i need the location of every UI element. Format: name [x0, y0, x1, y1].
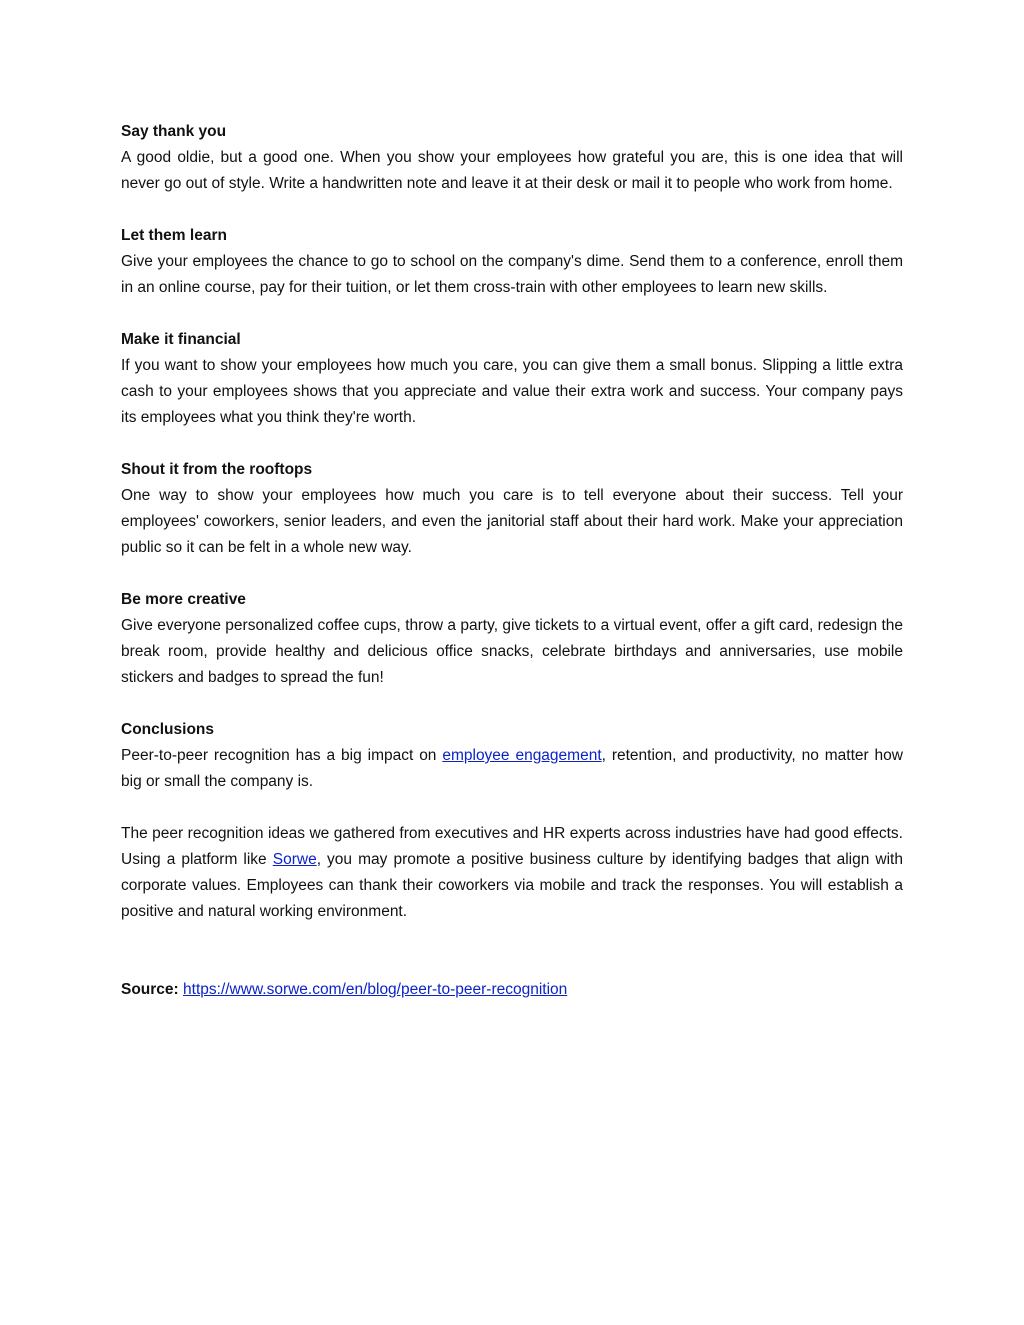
conclusions-text-before-link: Peer-to-peer recognition has a big impact on [121, 747, 443, 764]
source-line [121, 977, 903, 1003]
section-say-thank-you [121, 119, 903, 197]
employee-engagement-link[interactable]: employee engagement [442, 747, 602, 764]
section-body: Give everyone personalized coffee cups, throw a party, give tickets to a virtual event, offer a gift card, redesign the break room, provide healthy and delicious office snacks, celebrate birthdays and anniversaries, use mobile stickers and badges to spread the fun! [121, 617, 903, 686]
section-heading: Be more creative [121, 591, 246, 608]
section-let-them-learn [121, 223, 903, 301]
closing-text-before-link: The peer recognition ideas we gathered from executives and HR experts across industries have had good effects. Using a platform like [121, 825, 903, 868]
section-make-it-financial [121, 327, 903, 431]
section-body: If you want to show your employees how much you care, you can give them a small bonus. Slipping a little extra cash to your employees shows that you appreciate and value their extra work and success. Your company pays its employees what you think they're worth. [121, 357, 903, 426]
source-url-link[interactable]: https://www.sorwe.com/en/blog/peer-to-peer-recognition [183, 981, 568, 998]
section-body: Give your employees the chance to go to school on the company's dime. Send them to a conference, enroll them in an online course, pay for their tuition, or let them cross-train with other employees to learn new skills. [121, 253, 903, 296]
section-heading: Make it financial [121, 331, 241, 348]
sorwe-link[interactable]: Sorwe [272, 851, 317, 868]
closing-body [121, 821, 903, 925]
conclusions-heading: Conclusions [121, 721, 215, 738]
section-heading: Let them learn [121, 227, 227, 244]
section-body: One way to show your employees how much you care is to tell everyone about their success. Tell your employees' coworkers, senior leaders, and even the janitorial staff about their hard work. Make your appreciation public so it can be felt in a whole new way. [121, 487, 903, 556]
section-heading: Say thank you [121, 123, 227, 140]
section-body: A good oldie, but a good one. When you show your employees how grateful you are, this is one idea that will never go out of style. Write a handwritten note and leave it at their desk or mail it to people who work from home. [121, 149, 903, 192]
section-heading: Shout it from the rooftops [121, 461, 313, 478]
source-label: Source: [121, 981, 179, 998]
section-be-more-creative [121, 587, 903, 691]
closing-text-after-link: , you may promote a positive business culture by identifying badges that align with corporate values. Employees can thank their coworkers via mobile and track the responses. You will establish a positive and natural working environment. [121, 851, 903, 920]
conclusions-text-after-link: , retention, and productivity, no matter how big or small the company is. [121, 747, 903, 790]
section-conclusions [121, 717, 903, 795]
conclusions-body [121, 743, 903, 795]
section-closing [121, 821, 903, 925]
document-page [121, 119, 903, 1003]
section-shout-it-from-the-rooftops [121, 457, 903, 561]
